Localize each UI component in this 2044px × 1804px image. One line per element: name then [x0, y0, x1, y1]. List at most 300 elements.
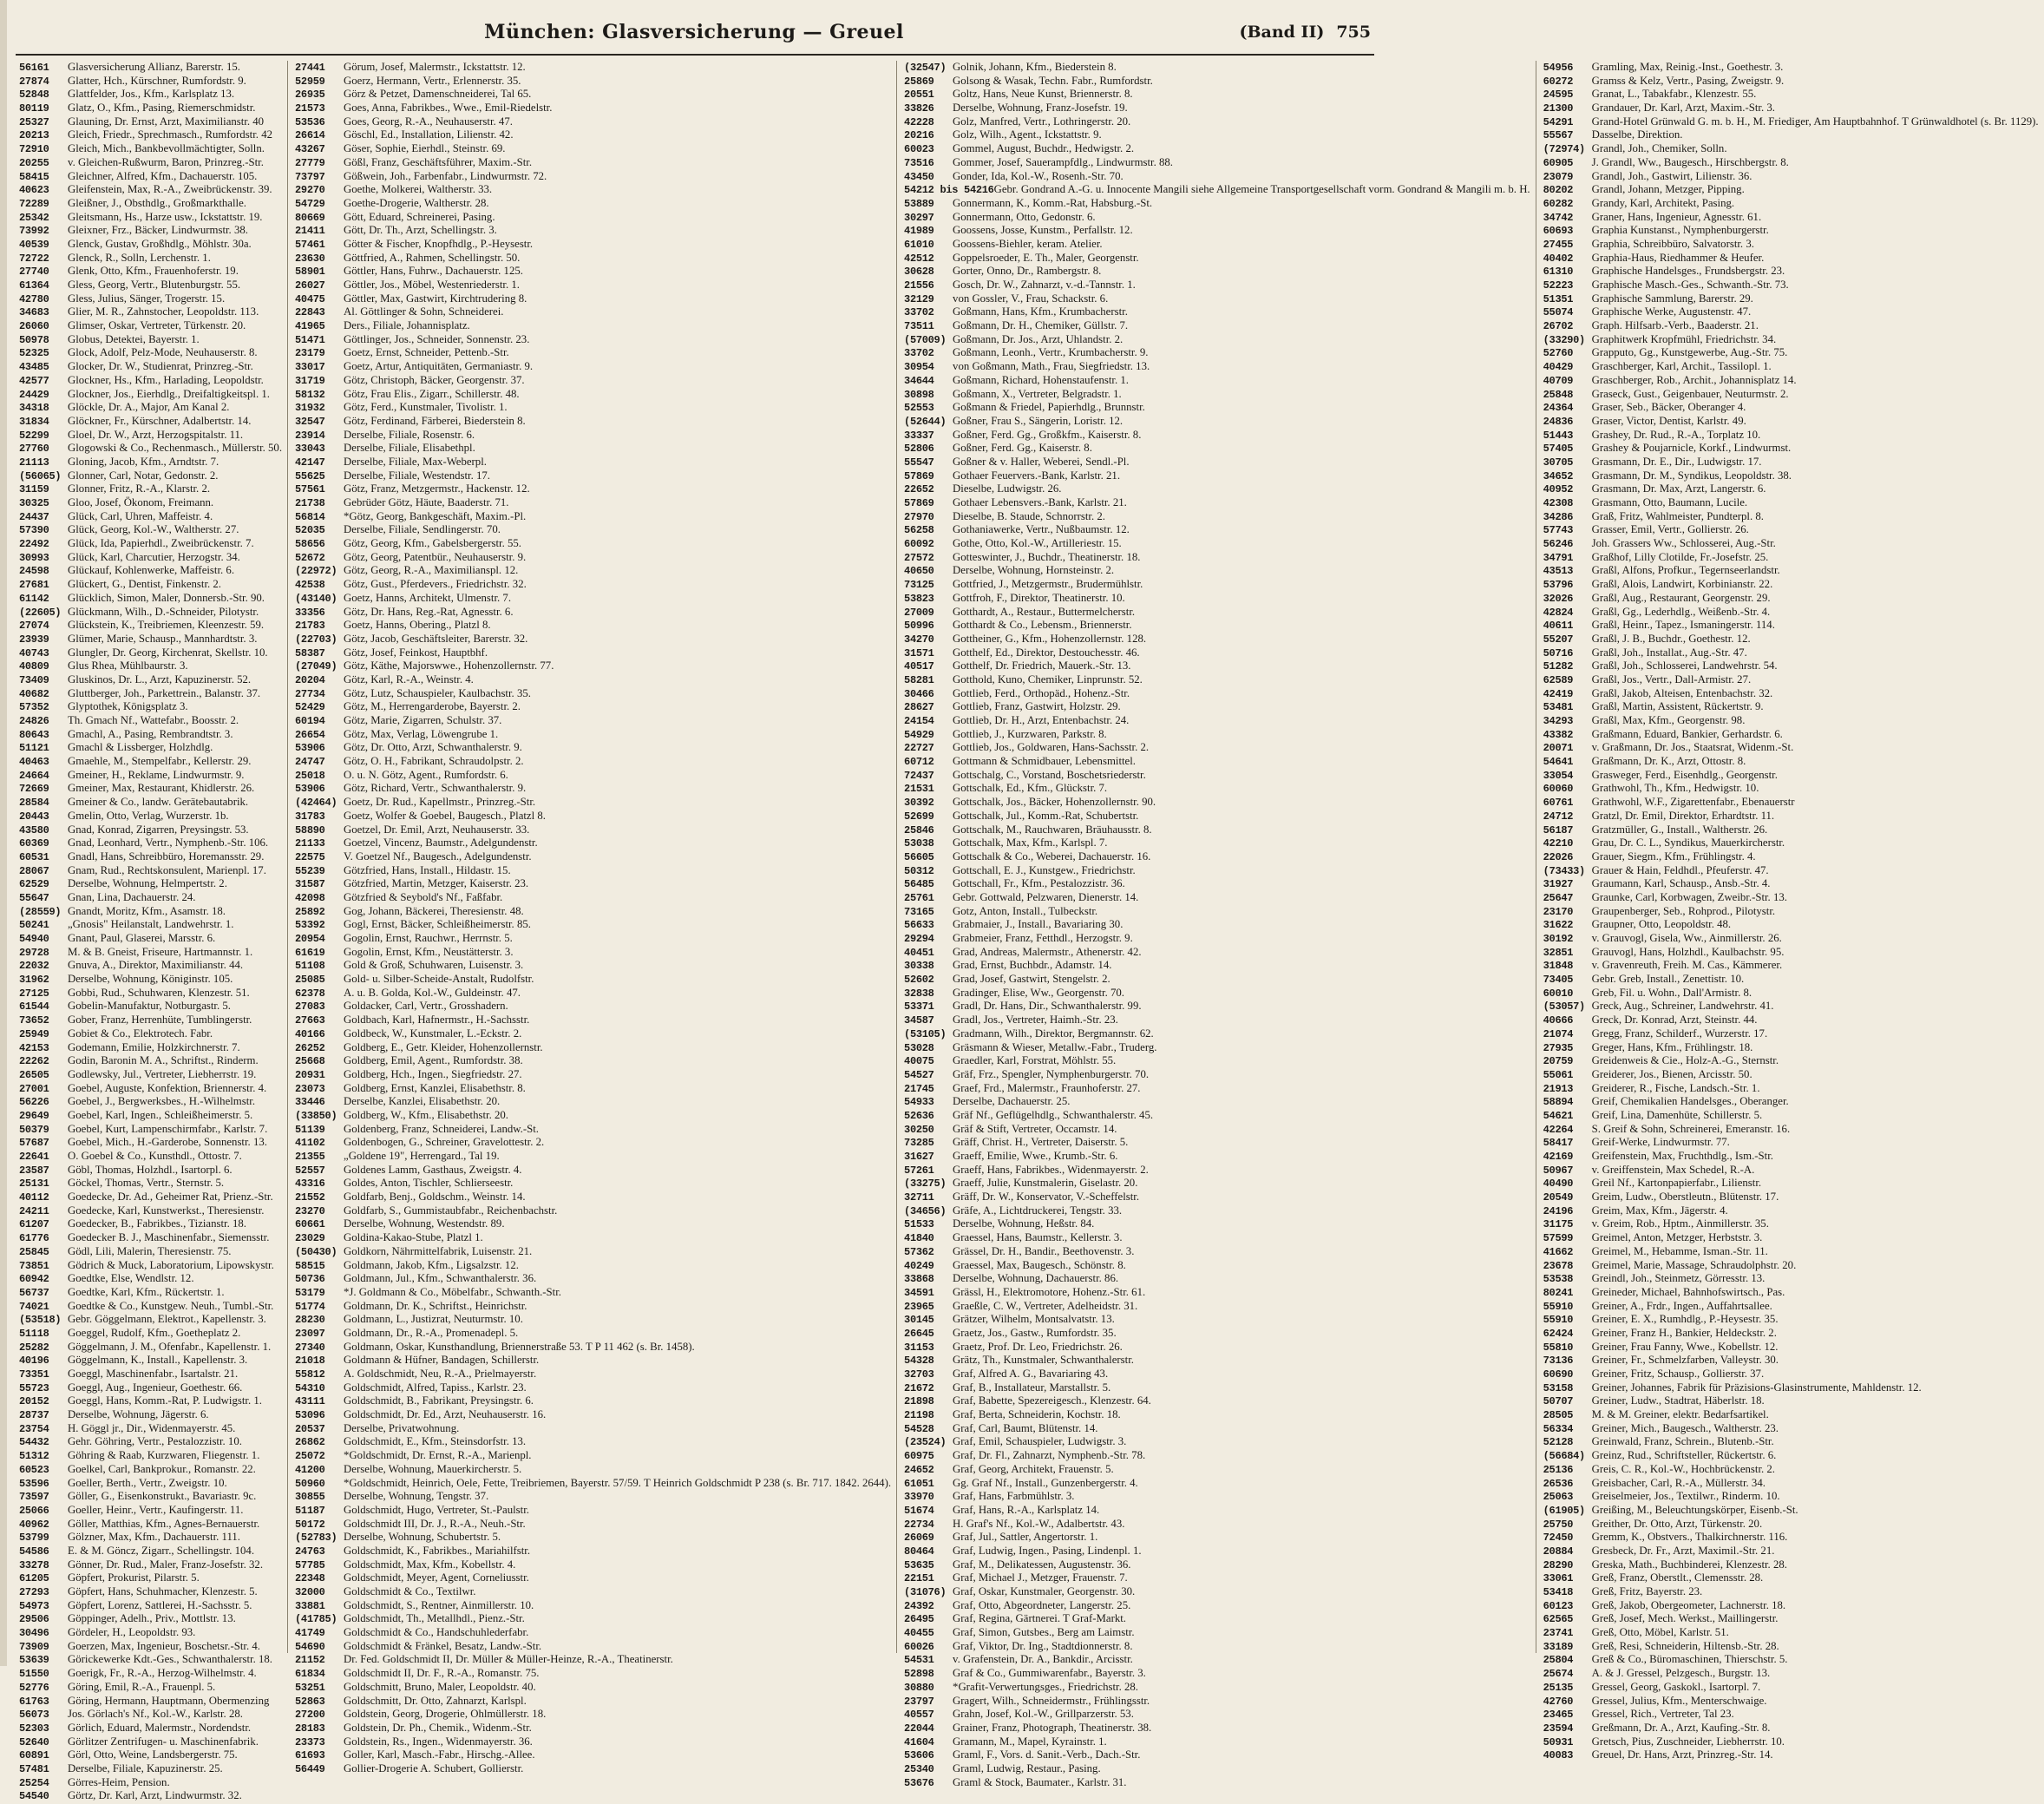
phone-number: 60194	[295, 715, 325, 727]
phone-number: 51674	[904, 1504, 934, 1517]
directory-entry	[904, 1354, 1530, 1368]
entry-text: Gleitsmann, Hs., Harze usw., Ickstattstr. 19.	[68, 210, 263, 223]
entry-text: Derselbe, Filiale, Westendstr. 17.	[344, 469, 491, 482]
directory-entry	[19, 946, 282, 960]
entry-text: Götz, Gust., Pferdevers., Friedrichstr. 32.	[344, 578, 527, 591]
phone-number: 30705	[1543, 456, 1574, 469]
phone-number: 58132	[295, 388, 325, 401]
directory-entry	[295, 319, 891, 333]
entry-text: Goetzel, Dr. Emil, Arzt, Neuhauserstr. 33.	[344, 823, 530, 836]
entry-text: Graphia Kunstanst., Nymphenburgerstr.	[1591, 224, 1769, 237]
directory-entry	[904, 1518, 1530, 1532]
phone-number: 57405	[1543, 443, 1574, 456]
directory-entry	[19, 388, 282, 402]
entry-text: Goedecker B. J., Maschinenfabr., Siemensstr.	[68, 1231, 270, 1244]
directory-entry	[295, 1571, 891, 1585]
directory-entry	[904, 319, 1530, 333]
directory-entry	[904, 1191, 1530, 1204]
directory-entry	[1543, 374, 2039, 388]
phone-number: 21573	[295, 102, 325, 115]
phone-number: 57869	[904, 497, 934, 509]
entry-text: Greß, Jakob, Obergeometer, Lachnerstr. 18.	[1591, 1598, 1786, 1611]
phone-number: 33061	[1543, 1572, 1574, 1585]
phone-number: 72450	[1543, 1532, 1574, 1545]
directory-entry	[904, 973, 1530, 987]
entry-text: Glückmann, Wilh., D.-Schneider, Pilotystr.	[68, 605, 259, 618]
directory-entry	[904, 1599, 1530, 1613]
page-number: 755	[1336, 23, 1371, 42]
entry-text: Goldschmidt, Hugo, Vertreter, St.-Paulstr.	[344, 1503, 529, 1516]
entry-text: Greif, Lina, Damenhüte, Schillerstr. 5.	[1591, 1108, 1763, 1121]
phone-number: 52898	[904, 1668, 934, 1681]
phone-number: 33970	[904, 1491, 934, 1504]
entry-text: Goldenbogen, G., Schreiner, Gravelottestr. 2.	[344, 1136, 545, 1149]
directory-entry	[295, 687, 891, 701]
directory-entry	[904, 1762, 1530, 1776]
entry-text: Goßmann, Hans, Kfm., Krumbacherstr.	[953, 305, 1128, 318]
directory-entry	[295, 1231, 891, 1245]
entry-text: Götz, Georg, Patentbür., Neuhauserstr. 9.	[344, 550, 527, 563]
directory-entry	[19, 1518, 282, 1532]
entry-text: M. & M. Greiner, elektr. Bedarfsartikel.	[1591, 1408, 1769, 1421]
phone-number: 23373	[295, 1735, 325, 1748]
phone-number: 73511	[904, 320, 934, 333]
entry-text: Graschberger, Rob., Archit., Johannisplatz 14.	[1591, 373, 1797, 386]
entry-text: Grand-Hotel Grünwald G. m. b. H., M. Friediger, Am Hauptbahnhof. T Grünwaldhotel (s. Br. 1129).	[1591, 115, 2039, 128]
phone-number: 34293	[1543, 715, 1574, 727]
phone-number: 22262	[19, 1055, 49, 1068]
entry-text: Grauvogl, Hans, Holzhdl., Kaulbachstr. 95.	[1591, 945, 1785, 958]
phone-number: 56814	[295, 510, 325, 523]
entry-text: Gött, Eduard, Schreinerei, Pasing.	[344, 210, 495, 223]
directory-entry	[295, 1272, 891, 1286]
directory-column-3	[904, 61, 1536, 1789]
phone-number: 52035	[295, 524, 325, 537]
directory-entry	[904, 102, 1530, 115]
entry-text: Goldberg, E., Getr. Kleider, Hohenzollernstr.	[344, 1040, 543, 1053]
phone-number: 50716	[1543, 646, 1574, 659]
entry-text: Glöckle, Dr. A., Major, Am Kanal 2.	[68, 401, 230, 414]
phone-number: 20551	[904, 89, 934, 102]
entry-text: Gottlieb, Dr. H., Arzt, Entenbachstr. 24.	[953, 714, 1130, 726]
entry-text: Greim, Ludw., Oberstleutn., Blütenstr. 17.	[1591, 1191, 1779, 1204]
directory-entry	[19, 1776, 282, 1790]
phone-number: 56226	[19, 1096, 49, 1109]
entry-text: Gmachl & Lissberger, Holzhdlg.	[68, 741, 213, 754]
entry-text: V. Goetzel Nf., Baugesch., Adelgundenstr.	[344, 850, 532, 863]
entry-text: v. Gleichen-Rußwurm, Baron, Prinzreg.-Str.	[68, 155, 264, 168]
phone-number: 54973	[19, 1599, 49, 1612]
phone-number: 24364	[1543, 402, 1574, 415]
directory-entry	[19, 1041, 282, 1055]
directory-entry	[295, 1368, 891, 1381]
entry-text: Glückert, G., Dentist, Finkenstr. 2.	[68, 578, 222, 591]
phone-number: 55547	[904, 456, 934, 469]
directory-entry	[19, 1667, 282, 1681]
directory-entry	[904, 1150, 1530, 1164]
directory-entry	[19, 1789, 282, 1803]
entry-text: Gleichner, Alfred, Kfm., Dachauerstr. 105.	[68, 169, 258, 182]
entry-text: Grätz, Th., Kunstmaler, Schwanthalerstr.	[953, 1354, 1134, 1367]
entry-text: Görz & Petzet, Damenschneiderei, Tal 65.	[344, 88, 532, 101]
phone-number: 25647	[1543, 891, 1574, 904]
phone-number: 23754	[19, 1422, 49, 1435]
entry-text: Göggelmann, J. M., Ofenfabr., Kapellenstr. 1.	[68, 1340, 272, 1353]
entry-text: Goßner, Ferd. Gg., Kaiserstr. 8.	[953, 442, 1092, 455]
entry-text: Graessel, Hans, Baumstr., Kellerstr. 3.	[953, 1231, 1123, 1244]
directory-entry	[19, 1394, 282, 1408]
entry-text: Dr. Fed. Goldschmidt II, Dr. Müller & Müller-Heinze, R.-A., Theatinerstr.	[344, 1653, 673, 1666]
phone-number: 43382	[1543, 728, 1574, 741]
phone-number: 33054	[1543, 769, 1574, 782]
phone-number: 40112	[19, 1191, 49, 1204]
phone-number: 33868	[904, 1273, 934, 1286]
phone-number: 55723	[19, 1381, 49, 1394]
entry-text: Goldschmitt, Dr. Otto, Zahnarzt, Karlspl.	[344, 1694, 527, 1707]
phone-number: 54933	[904, 1096, 934, 1109]
directory-entry	[904, 1422, 1530, 1436]
phone-number: 25869	[904, 75, 934, 88]
entry-text: Grasmann, Otto, Baumann, Lucile.	[1591, 496, 1748, 508]
entry-text: Golnik, Johann, Kfm., Biederstein 8.	[953, 61, 1117, 73]
directory-entry	[1543, 619, 2039, 633]
directory-entry	[295, 523, 891, 537]
directory-entry	[1543, 224, 2039, 238]
phone-number: 26495	[904, 1613, 934, 1626]
directory-entry	[1543, 388, 2039, 402]
entry-text: von Gossler, V., Frau, Schackstr. 6.	[953, 292, 1109, 305]
phone-number: 73797	[295, 170, 325, 183]
entry-text: Greiner, A., Frdr., Ingen., Auffahrtsallee.	[1591, 1299, 1772, 1312]
entry-text: Greß, Resi, Schneiderin, Hiltensb.-Str. 28.	[1591, 1639, 1779, 1652]
directory-entry	[295, 1313, 891, 1327]
entry-text: Gebr. Göggelmann, Elektrot., Kapellenstr. 3.	[68, 1313, 266, 1326]
phone-number: 61776	[19, 1232, 49, 1245]
phone-number: 53179	[295, 1286, 325, 1299]
phone-number: 58901	[295, 266, 325, 279]
directory-entry	[19, 128, 282, 142]
directory-entry	[19, 741, 282, 755]
entry-text: Goßmann, Richard, Hohenstaufenstr. 1.	[953, 373, 1129, 386]
phone-number: 40083	[1543, 1749, 1574, 1762]
entry-text: Goebel, Karl, Ingen., Schleißheimerstr. 5.	[68, 1108, 253, 1121]
directory-entry	[904, 564, 1530, 578]
entry-text: Gluskinos, Dr. L., Arzt, Kapuzinerstr. 52.	[68, 672, 252, 686]
entry-text: Goßmann, Leonh., Vertr., Krumbacherstr. 9.	[953, 346, 1149, 359]
directory-entry	[295, 279, 891, 292]
entry-text: Glonner, Carl, Notar, Gedonstr. 2.	[68, 469, 219, 482]
entry-text: Götz, Jacob, Geschäftsleiter, Barerstr. 32.	[344, 632, 528, 645]
directory-entry	[1543, 1585, 2039, 1599]
entry-text: Graschberger, Karl, Archit., Tassilopl. 1.	[1591, 360, 1772, 373]
entry-text: Graf, Jul., Sattler, Angertorstr. 1.	[953, 1531, 1098, 1544]
entry-text: Derselbe, Wohnung, Westendstr. 89.	[344, 1217, 505, 1230]
phone-number: 34791	[1543, 551, 1574, 564]
phone-number: 62529	[19, 878, 49, 891]
directory-entry	[295, 346, 891, 360]
phone-number: 24836	[1543, 415, 1574, 428]
directory-entry	[295, 442, 891, 456]
phone-number: 73405	[1543, 974, 1574, 987]
directory-entry	[1543, 1435, 2039, 1449]
phone-number: 27455	[1543, 238, 1574, 251]
phone-number: 28627	[904, 701, 934, 714]
entry-text: Graßl, Jos., Vertr., Dall-Armistr. 27.	[1591, 672, 1752, 686]
entry-text: Gottfried, J., Metzgermstr., Brudermühlstr.	[953, 578, 1143, 591]
directory-entry	[19, 510, 282, 524]
directory-entry	[295, 1545, 891, 1558]
entry-text: Graef, Frd., Malermstr., Fraunhoferstr. 27.	[953, 1081, 1141, 1094]
directory-entry	[904, 1463, 1530, 1477]
entry-text: Gottfroh, F., Direktor, Theatinerstr. 10.	[953, 591, 1125, 604]
directory-entry	[295, 850, 891, 864]
phone-number: 31783	[295, 810, 325, 823]
directory-entry	[19, 1640, 282, 1654]
entry-text: Grathwohl, W.F., Zigarettenfabr., Ebenauerstr	[1591, 796, 1795, 809]
directory-entry	[1543, 1068, 2039, 1082]
directory-entry	[19, 578, 282, 592]
phone-number: 50978	[19, 333, 49, 346]
phone-number: 34587	[904, 1014, 934, 1027]
phone-number: 52299	[19, 429, 49, 442]
entry-text: Derselbe, Filiale, Max-Weberpl.	[344, 455, 487, 468]
phone-number: 40196	[19, 1355, 49, 1368]
entry-text: Greiderer, R., Fische, Landsch.-Str. 1.	[1591, 1081, 1760, 1094]
phone-number: 20954	[295, 933, 325, 945]
entry-text: Glimser, Oskar, Vertreter, Türkenstr. 20.	[68, 319, 246, 332]
entry-text: Graphische Sammlung, Barerstr. 29.	[1591, 292, 1753, 305]
entry-text: Greif-Werke, Lindwurmstr. 77.	[1591, 1136, 1730, 1149]
entry-text: Graf, Michael J., Metzger, Frauenstr. 7.	[953, 1571, 1128, 1584]
phone-number: 26862	[295, 1436, 325, 1449]
entry-text: Goossens-Biehler, keram. Atelier.	[953, 237, 1103, 250]
phone-number: (22972)	[295, 565, 337, 578]
phone-number: 26536	[1543, 1477, 1574, 1490]
entry-text: Goldina-Kakao-Stube, Platzl 1.	[344, 1231, 483, 1244]
directory-entry	[904, 796, 1530, 810]
entry-text: Graeff, Emilie, Wwe., Krumb.-Str. 6.	[953, 1150, 1118, 1162]
directory-entry	[19, 1558, 282, 1572]
entry-text: Grahn, Josef, Kol.-W., Grillparzerstr. 53.	[953, 1708, 1134, 1721]
phone-number: 52636	[904, 1109, 934, 1122]
phone-number: 57352	[19, 701, 49, 714]
entry-text: Görlich, Eduard, Malermstr., Nordendstr.	[68, 1721, 252, 1734]
entry-text: H. Graf's Nf., Kol.-W., Adalbertstr. 43.	[953, 1517, 1125, 1530]
directory-column-2	[295, 61, 897, 1775]
entry-text: Greif, Chemikalien Handelsges., Oberanger.	[1591, 1095, 1789, 1108]
entry-text: Goethe, Molkerei, Waltherstr. 33.	[344, 183, 493, 196]
phone-number: 60026	[904, 1640, 934, 1653]
entry-text: Götz, Dr. Hans, Reg.-Rat, Agnesstr. 6.	[344, 605, 514, 618]
phone-number: 52672	[295, 551, 325, 564]
entry-text: Goldschmidt & Co., Handschuhlederfabr.	[344, 1626, 529, 1639]
directory-entry	[904, 1695, 1530, 1709]
directory-entry	[295, 564, 891, 578]
phone-number: 20071	[1543, 742, 1574, 755]
directory-entry	[904, 646, 1530, 660]
entry-text: Goedtke, Karl, Kfm., Rückertstr. 1.	[68, 1285, 225, 1298]
entry-text: Greißing, M., Beleuchtungskörper, Eisenb.-St.	[1591, 1503, 1798, 1516]
phone-number: 21018	[295, 1355, 325, 1368]
entry-text: Goldenes Lamm, Gasthaus, Zweigstr. 4.	[344, 1163, 522, 1176]
entry-text: Gratzmüller, G., Install., Waltherstr. 26.	[1591, 823, 1768, 836]
phone-number: 52848	[19, 89, 49, 102]
phone-number: 23079	[1543, 170, 1574, 183]
entry-text: Gretsch, Pius, Zuschneider, Liebherrstr. 10.	[1591, 1735, 1785, 1748]
phone-number: 30954	[904, 361, 934, 374]
phone-number: 20537	[295, 1422, 325, 1435]
phone-number: 60060	[1543, 783, 1574, 796]
directory-entry	[1543, 1327, 2039, 1341]
entry-text: Gottheiner, G., Kfm., Hohenzollernstr. 128.	[953, 632, 1147, 645]
phone-number: 80202	[1543, 184, 1574, 197]
phone-number: 52128	[1543, 1436, 1574, 1449]
entry-text: Gotthold, Kuno, Chemiker, Linprunstr. 52.	[953, 672, 1143, 686]
phone-number: 26252	[295, 1041, 325, 1054]
directory-entry	[1543, 537, 2039, 551]
entry-text: Derselbe, Filiale, Elisabethpl.	[344, 442, 475, 455]
directory-entry	[19, 1477, 282, 1491]
entry-text: Gnant, Paul, Glaserei, Marsstr. 6.	[68, 932, 216, 944]
entry-text: Graßl, Joh., Installat., Aug.-Str. 47.	[1591, 646, 1747, 659]
entry-text: Derselbe, Filiale, Sendlingerstr. 70.	[344, 523, 501, 536]
phone-number: 30993	[19, 551, 49, 564]
directory-entry	[904, 1477, 1530, 1491]
directory-entry	[904, 1585, 1530, 1599]
phone-number: 25845	[19, 1245, 49, 1258]
entry-text: Derselbe, Wohnung, Königinstr. 105.	[68, 973, 233, 986]
phone-number: 23914	[295, 429, 325, 442]
entry-text: Graf, Alfred A. G., Bavariaring 43.	[953, 1368, 1109, 1380]
entry-text: Gradl, Jos., Vertreter, Haimh.-Str. 23.	[953, 1014, 1118, 1027]
entry-text: Goldschmidt, B., Fabrikant, Preysingstr. 6.	[344, 1394, 534, 1407]
entry-text: „Goldene 19", Herrengard., Tal 19.	[344, 1150, 500, 1162]
directory-entry	[904, 537, 1530, 551]
phone-number: 24763	[295, 1545, 325, 1558]
directory-entry	[295, 510, 891, 524]
directory-entry	[904, 265, 1530, 279]
directory-entry	[19, 1748, 282, 1762]
entry-text: Glogowski & Co., Rechenmasch., Müllerstr. 50.	[68, 442, 283, 455]
entry-text: Gnadl, Hans, Schreibbüro, Horemansstr. 29.	[68, 850, 265, 863]
directory-entry	[295, 1109, 891, 1123]
directory-entry	[295, 1531, 891, 1545]
phone-number: 33356	[295, 606, 325, 619]
entry-text: Görickewerke Kdt.-Ges., Schwanthalerstr. 18.	[68, 1653, 272, 1666]
directory-entry	[19, 1504, 282, 1518]
directory-entry	[904, 1449, 1530, 1463]
entry-text: Goedtke, Else, Wendlstr. 12.	[68, 1272, 194, 1285]
directory-entry	[1543, 905, 2039, 919]
entry-text: Gleißner, J., Obsthdlg., Großmarkthalle.	[68, 196, 246, 209]
directory-entry	[1543, 973, 2039, 987]
phone-number: 60282	[1543, 197, 1574, 210]
phone-number: 25018	[295, 769, 325, 782]
entry-text: Greß, Franz, Oberstlt., Clemensstr. 28.	[1591, 1571, 1764, 1584]
phone-number: 21113	[19, 456, 49, 469]
phone-number: 56246	[1543, 538, 1574, 551]
phone-number: 54690	[295, 1640, 325, 1653]
entry-text: Gremm, K., Obstvers., Thalkirchnerstr. 116.	[1591, 1531, 1788, 1544]
phone-number: 54956	[1543, 62, 1574, 74]
entry-text: O. Goebel & Co., Kunsthdl., Ottostr. 7.	[68, 1150, 242, 1162]
directory-entry	[904, 346, 1530, 360]
phone-number: 40463	[19, 756, 49, 769]
entry-text: Goethe-Drogerie, Waltherstr. 28.	[344, 196, 489, 209]
entry-text: Goldmann, Dr. K., Schriftst., Heinrichstr.	[344, 1299, 527, 1312]
phone-number: 33337	[904, 429, 934, 442]
entry-text: Grandy, Karl, Architekt, Pasing.	[1591, 196, 1735, 209]
entry-text: Gödrich & Muck, Laboratorium, Lipowskystr.	[68, 1258, 274, 1271]
entry-text: Glöckner, Fr., Kürschner, Adalbertstr. 14.	[68, 414, 252, 427]
directory-entry	[19, 1695, 282, 1709]
directory-entry	[295, 1068, 891, 1082]
phone-number: 72910	[19, 143, 49, 156]
entry-text: Gräf & Stift, Vertreter, Occamstr. 14.	[953, 1122, 1117, 1135]
phone-number: 40743	[19, 646, 49, 659]
directory-entry	[904, 305, 1530, 319]
entry-text: Greim, Max, Kfm., Jägerstr. 4.	[1591, 1204, 1728, 1217]
phone-number: 23741	[1543, 1627, 1574, 1640]
phone-number: 51282	[1543, 660, 1574, 673]
directory-entry	[1543, 1027, 2039, 1041]
directory-entry	[1543, 1531, 2039, 1545]
phone-number: 33826	[904, 102, 934, 115]
directory-entry	[295, 1722, 891, 1735]
phone-number: 55625	[295, 469, 325, 482]
phone-number: 56449	[295, 1762, 325, 1775]
phone-number: 27001	[19, 1082, 49, 1095]
entry-text: Graf, M., Delikatessen, Augustenstr. 36.	[953, 1558, 1131, 1571]
entry-text: Derselbe, Wohnung, Helmpertstr. 2.	[68, 877, 227, 890]
entry-text: Grasweger, Ferd., Eisenhdlg., Georgenstr.	[1591, 768, 1778, 781]
entry-text: Götz, Franz, Metzgermstr., Hackenstr. 12.	[344, 482, 530, 495]
directory-entry	[904, 1722, 1530, 1735]
phone-number: (56684)	[1543, 1450, 1585, 1463]
entry-text: Graphia-Haus, Riedhammer & Heufer.	[1591, 251, 1765, 264]
phone-number: 55239	[295, 864, 325, 877]
phone-number: 31622	[1543, 919, 1574, 932]
directory-entry	[1543, 61, 2039, 75]
directory-entry	[295, 891, 891, 905]
directory-entry	[19, 346, 282, 360]
phone-number: 42264	[1543, 1123, 1574, 1136]
phone-number: 33017	[295, 361, 325, 374]
phone-number: 30392	[904, 797, 934, 810]
phone-number: 61051	[904, 1477, 934, 1490]
entry-text: Gramann, M., Mapel, Kyrainstr. 1.	[953, 1735, 1107, 1748]
directory-entry	[904, 741, 1530, 755]
entry-text: Goetz, Ernst, Schneider, Pettenb.-Str.	[344, 346, 509, 359]
entry-text: Gößl, Franz, Geschäftsführer, Maxim.-Str.	[344, 155, 533, 168]
phone-number: 32547	[295, 415, 325, 428]
entry-text: Gothe, Otto, Kol.-W., Artilleriestr. 15.	[953, 537, 1122, 550]
entry-text: Goldmann, Dr., R.-A., Promenadepl. 5.	[344, 1326, 519, 1339]
phone-number: 31175	[1543, 1218, 1574, 1231]
directory-entry	[904, 687, 1530, 701]
phone-number: 31962	[19, 974, 49, 987]
directory-entry	[295, 1259, 891, 1273]
phone-number: 30628	[904, 266, 934, 279]
directory-entry	[19, 1408, 282, 1422]
phone-number: 23797	[904, 1695, 934, 1708]
directory-entry	[19, 619, 282, 633]
entry-text: Glenck, R., Solln, Lerchenstr. 1.	[68, 251, 211, 264]
entry-text: A. & J. Gressel, Pelzgesch., Burgstr. 13.	[1591, 1667, 1771, 1680]
phone-number: 30325	[19, 497, 49, 509]
entry-text: Derselbe, Wohnung, Dachauerstr. 86.	[953, 1272, 1119, 1285]
directory-entry	[19, 456, 282, 469]
